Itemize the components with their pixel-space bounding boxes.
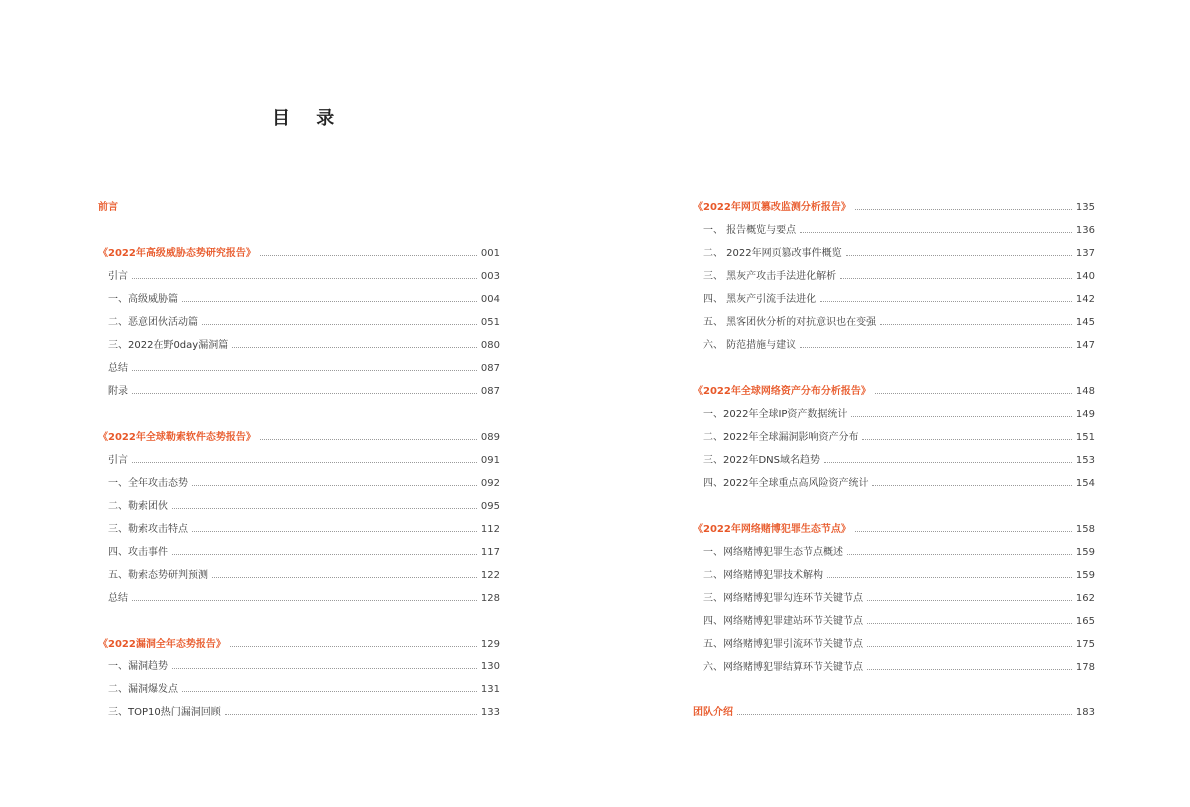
toc-entry-label: 一、 报告概览与要点	[703, 225, 797, 236]
toc-entry-label: 三、TOP10热门漏洞回顾	[108, 707, 221, 718]
toc-page-number: 091	[480, 455, 500, 466]
toc-dot-leader	[212, 576, 477, 578]
toc-entry[interactable]	[693, 660, 1095, 676]
page-title: 目 录	[272, 108, 345, 129]
toc-dot-leader	[855, 208, 1072, 210]
toc-page-number: 165	[1075, 616, 1095, 627]
toc-dot-leader	[230, 645, 477, 647]
toc-dot-leader	[172, 507, 477, 509]
toc-dot-leader	[872, 484, 1071, 486]
toc-entry[interactable]	[693, 453, 1095, 469]
toc-page-number: 087	[480, 363, 500, 374]
toc-entry-label: 三、2022在野0day漏洞篇	[108, 340, 229, 351]
toc-section-heading[interactable]	[98, 637, 500, 653]
toc-page-number: 128	[480, 593, 500, 604]
toc-entry[interactable]	[98, 476, 500, 492]
toc-entry[interactable]	[693, 269, 1095, 285]
toc-entry-label: 二、网络赌博犯罪技术解构	[703, 570, 823, 581]
toc-entry-label: 四、攻击事件	[108, 547, 168, 558]
toc-entry[interactable]	[693, 476, 1095, 492]
toc-dot-leader	[880, 323, 1072, 325]
toc-page-number: 095	[480, 501, 500, 512]
toc-page-number: 003	[480, 271, 500, 282]
toc-section-heading[interactable]	[693, 705, 1095, 721]
toc-entry-label: 三、勒索攻击特点	[108, 524, 188, 535]
toc-entry-label: 六、网络赌博犯罪结算环节关键节点	[703, 662, 863, 673]
toc-page-number: 142	[1075, 294, 1095, 305]
toc-entry-label: 三、网络赌博犯罪勾连环节关键节点	[703, 593, 863, 604]
toc-dot-leader	[132, 599, 477, 601]
toc-page-number: 130	[480, 661, 500, 672]
toc-entry-label: 《2022年网络赌博犯罪生态节点》	[693, 524, 851, 535]
toc-entry[interactable]	[693, 338, 1095, 354]
toc-entry[interactable]	[693, 545, 1095, 561]
toc-entry-label: 附录	[108, 386, 128, 397]
toc-entry-label: 《2022年网页篡改监测分析报告》	[693, 202, 851, 213]
toc-dot-leader	[824, 461, 1072, 463]
toc-entry[interactable]	[693, 568, 1095, 584]
toc-section-heading[interactable]	[98, 430, 500, 446]
toc-section-heading[interactable]	[98, 200, 500, 216]
toc-entry-label: 《2022漏洞全年态势报告》	[98, 639, 226, 650]
toc-page-number: 129	[480, 639, 500, 650]
toc-entry[interactable]	[98, 522, 500, 538]
toc-page-number: 158	[1075, 524, 1095, 535]
toc-entry-label: 总结	[108, 593, 128, 604]
toc-dot-leader	[172, 667, 477, 669]
toc-page-number: 117	[480, 547, 500, 558]
toc-entry-label: 总结	[108, 363, 128, 374]
toc-entry[interactable]	[98, 499, 500, 515]
toc-entry[interactable]	[693, 614, 1095, 630]
toc-entry[interactable]	[98, 545, 500, 561]
toc-entry[interactable]	[98, 361, 500, 377]
toc-dot-leader	[132, 461, 477, 463]
toc-page-number: 112	[480, 524, 500, 535]
toc-dot-leader	[862, 438, 1071, 440]
toc-entry[interactable]	[693, 407, 1095, 423]
toc-entry[interactable]	[98, 269, 500, 285]
toc-entry-label: 二、恶意团伙活动篇	[108, 317, 198, 328]
toc-dot-leader	[232, 346, 477, 348]
toc-entry-label: 一、全年攻击态势	[108, 478, 188, 489]
toc-entry[interactable]	[693, 246, 1095, 262]
toc-dot-leader	[132, 392, 477, 394]
toc-dot-leader	[875, 392, 1072, 394]
toc-entry[interactable]	[693, 315, 1095, 331]
toc-dot-leader	[867, 645, 1072, 647]
toc-dot-leader	[827, 576, 1072, 578]
toc-dot-leader	[132, 369, 477, 371]
toc-entry-label: 一、漏洞趋势	[108, 661, 168, 672]
toc-page-number: 137	[1075, 248, 1095, 259]
toc-page-number: 153	[1075, 455, 1095, 466]
toc-dot-leader	[840, 277, 1072, 279]
toc-page-number: 087	[480, 386, 500, 397]
toc-entry-label: 二、2022年全球漏洞影响资产分布	[703, 432, 859, 443]
toc-entry-label: 一、网络赌博犯罪生态节点概述	[703, 547, 843, 558]
toc-dot-leader	[192, 484, 477, 486]
toc-entry-label: 团队介绍	[693, 707, 733, 718]
toc-entry-label: 四、2022年全球重点高风险资产统计	[703, 478, 869, 489]
toc-section-heading[interactable]	[693, 384, 1095, 400]
toc-dot-leader	[855, 530, 1072, 532]
toc-section-heading[interactable]	[693, 200, 1095, 216]
toc-entry[interactable]	[98, 568, 500, 584]
toc-entry-label: 四、 黑灰产引流手法进化	[703, 294, 817, 305]
toc-entry[interactable]	[98, 591, 500, 607]
toc-page-number: 178	[1075, 662, 1095, 673]
toc-page-number: 149	[1075, 409, 1095, 420]
toc-entry-label: 六、 防范措施与建议	[703, 340, 797, 351]
toc-entry-label: 一、高级威胁篇	[108, 294, 178, 305]
toc-entry[interactable]	[693, 591, 1095, 607]
toc-section-heading[interactable]	[98, 246, 500, 262]
toc-dot-leader	[800, 346, 1072, 348]
toc-dot-leader	[737, 713, 1072, 715]
toc-entry[interactable]	[98, 682, 500, 698]
toc-page-number: 147	[1075, 340, 1095, 351]
toc-entry[interactable]	[693, 292, 1095, 308]
toc-entry[interactable]	[693, 430, 1095, 446]
toc-entry-label: 《2022年全球网络资产分布分析报告》	[693, 386, 871, 397]
toc-page-number: 140	[1075, 271, 1095, 282]
toc-dot-leader	[172, 553, 477, 555]
toc-entry-label: 三、 黑灰产攻击手法进化解析	[703, 271, 837, 282]
toc-dot-leader	[820, 300, 1072, 302]
toc-entry[interactable]	[98, 384, 500, 400]
toc-dot-leader	[260, 438, 477, 440]
toc-dot-leader	[867, 599, 1072, 601]
toc-page-number: 154	[1075, 478, 1095, 489]
toc-page-number: 148	[1075, 386, 1095, 397]
toc-page-number: 122	[480, 570, 500, 581]
toc-dot-leader	[867, 668, 1072, 670]
toc-page-number: 131	[480, 684, 500, 695]
toc-dot-leader	[225, 713, 477, 715]
toc-page-number: 175	[1075, 639, 1095, 650]
toc-page-number: 183	[1075, 707, 1095, 718]
toc-entry[interactable]	[98, 292, 500, 308]
toc-dot-leader	[800, 231, 1072, 233]
toc-page-number: 092	[480, 478, 500, 489]
toc-entry-label: 《2022年全球勒索软件态势报告》	[98, 432, 256, 443]
toc-dot-leader	[846, 254, 1072, 256]
toc-page-number: 159	[1075, 547, 1095, 558]
toc-page-number: 080	[480, 340, 500, 351]
toc-entry[interactable]	[98, 659, 500, 675]
toc-entry[interactable]	[98, 315, 500, 331]
toc-dot-leader	[202, 323, 477, 325]
toc-entry-label: 引言	[108, 271, 128, 282]
toc-dot-leader	[867, 622, 1072, 624]
toc-dot-leader	[851, 415, 1071, 417]
toc-entry-label: 引言	[108, 455, 128, 466]
toc-dot-leader	[182, 690, 477, 692]
toc-page-number: 136	[1075, 225, 1095, 236]
toc-entry-label: 五、网络赌博犯罪引流环节关键节点	[703, 639, 863, 650]
toc-entry[interactable]	[693, 223, 1095, 239]
toc-entry-label: 《2022年高级威胁态势研究报告》	[98, 248, 256, 259]
toc-entry[interactable]	[693, 637, 1095, 653]
toc-entry[interactable]	[98, 705, 500, 721]
toc-page-number: 004	[480, 294, 500, 305]
toc-section-heading[interactable]	[693, 522, 1095, 538]
toc-page-number: 135	[1075, 202, 1095, 213]
toc-entry-label: 前言	[98, 202, 118, 213]
toc-page-number: 162	[1075, 593, 1095, 604]
toc-dot-leader	[192, 530, 477, 532]
toc-entry-label: 一、2022年全球IP资产数据统计	[703, 409, 848, 420]
toc-page-number: 151	[1075, 432, 1095, 443]
toc-page-number: 159	[1075, 570, 1095, 581]
toc-entry[interactable]	[98, 338, 500, 354]
toc-page-number: 133	[480, 707, 500, 718]
toc-entry-label: 四、网络赌博犯罪建站环节关键节点	[703, 616, 863, 627]
toc-entry[interactable]	[98, 453, 500, 469]
toc-entry-label: 二、漏洞爆发点	[108, 684, 178, 695]
toc-dot-leader	[132, 277, 477, 279]
toc-dot-leader	[847, 553, 1072, 555]
toc-entry-label: 二、勒索团伙	[108, 501, 168, 512]
toc-page-number: 089	[480, 432, 500, 443]
toc-entry-label: 二、 2022年网页篡改事件概览	[703, 248, 842, 259]
toc-page-number: 001	[480, 248, 500, 259]
toc-entry-label: 五、勒索态势研判预测	[108, 570, 208, 581]
toc-entry-label: 五、 黑客团伙分析的对抗意识也在变强	[703, 317, 877, 328]
toc-dot-leader	[260, 254, 477, 256]
toc-page-number: 051	[480, 317, 500, 328]
toc-entry-label: 三、2022年DNS域名趋势	[703, 455, 820, 466]
toc-dot-leader	[182, 300, 477, 302]
toc-page-number: 145	[1075, 317, 1095, 328]
